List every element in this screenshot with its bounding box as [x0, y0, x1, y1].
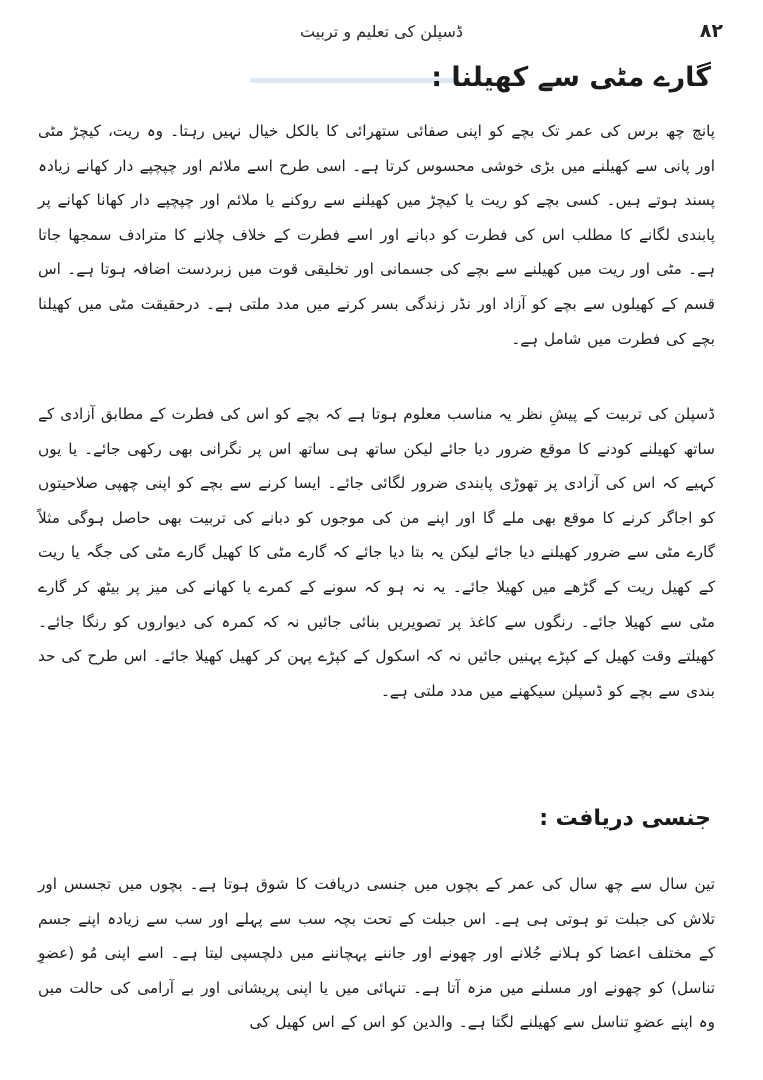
page-number: ۸۲	[699, 20, 723, 42]
paragraph-sexual-discovery-1: تین سال سے چھ سال کی عمر کے بچوں میں جنسی دریافت کا شوق ہوتا ہے۔ بچوں میں تجسس اور تلاش کی جبلت تو ہوتی ہی ہے۔ اس جبلت کے تحت بچہ سب سے پہلے اور سب سے زیادہ اپنے جسم کے مختلف اعضا کو ہلانے جُلانے اور چھونے اور جاننے پہچاننے میں دلچسپی لیتا ہے۔ اسے اپنی مُو (عضوِ تناسل) کو چھونے اور مسلنے میں مزہ آتا ہے۔ تنہائی میں یا اپنی پریشانی اور بے آرامی کی حالت میں وہ اپنے عضوِ تناسل سے کھیلنے لگتا ہے۔ والدین کو اس کے اس کھیل کی	[38, 875, 715, 1032]
running-title: ڈسپلن کی تعلیم و تربیت	[299, 21, 464, 41]
paragraph-clay-play-1: پانچ چھ برس کی عمر تک بچے کو اپنی صفائی ستھرائی کا بالکل خیال نہیں رہتا۔ وہ ریت، کیچڑ مٹی اور پانی سے کھیلنے میں بڑی خوشی محسوس کرتا ہے۔ اسی طرح اسے ملائم اور چپچپے دار کھانے زیادہ پسند ہوتے ہیں۔ کسی بچے کو ریت یا کیچڑ میں کھیلنے سے روکنے یا ملائم اور چپچپے دار کھانا کھانے پر پابندی لگانے کا مطلب اس کی فطرت کو دبانے اور اسے فطرت کے خلاف چلانے کا مترادف سمجھا جاتا ہے۔ مٹی اور ریت میں کھیلنے سے بچے کی جسمانی اور تخلیقی قوت میں زبردست اضافہ ہوتا ہے۔ اس قسم کے کھیلوں سے بچے کو آزاد اور نڈر زندگی بسر کرنے میں مدد ملتی ہے۔ درحقیقت مٹی میں کھیلنا بچے کی فطرت میں شامل ہے۔	[38, 122, 715, 348]
paragraph-clay-play-2: ڈسپلن کی تربیت کے پیشِ نظر یہ مناسب معلوم ہوتا ہے کہ بچے کو اس کی فطرت کے مطابق آزادی کے ساتھ کھیلنے کودنے کا موقع ضرور دیا جائے لیکن ساتھ ہی ساتھ اس پر نگرانی بھی رکھی جائے۔ یا یوں کہیے کہ اس کی آزادی پر تھوڑی پابندی ضرور لگائی جائے۔ ایسا کرنے سے بچے کو اپنی چھپی صلاحیتوں کو اجاگر کرنے کا موقع بھی ملے گا اور اپنے من کی موجوں کو دبانے کی تربیت بھی حاصل ہوگی مثلاً گارے مٹی سے ضرور کھیلنے دیا جائے لیکن یہ بتا دیا جائے کہ گارے مٹی کا کھیل گارے مٹی کی جگہ یا ریت کے کھیل ریت کے گڑھے میں کھیلا جائے۔ یہ نہ ہو کہ سونے کے کمرے یا کھانے کی میز پر بیٹھ کر گارے مٹی سے کھیلا جائے۔ رنگوں سے کاغذ پر تصویریں بنائی جائیں نہ کہ کمرہ کی دیواروں کو رنگا جائے۔ کھیلتے وقت کھیل کے کپڑے پہنیں جائیں نہ کہ اسکول کے کپڑے پہن کر کھیل کھیلا جائے۔ اس طرح کی حد بندی سے بچے کو ڈسپلن سیکھنے میں مدد ملتی ہے۔	[38, 405, 715, 700]
pen-mark	[250, 78, 460, 83]
section-heading-sexual-discovery: جنسی دریافت :	[539, 806, 711, 831]
section-heading-clay-play: گارے مٹی سے کھیلنا :	[431, 62, 711, 93]
page-header	[40, 14, 723, 48]
